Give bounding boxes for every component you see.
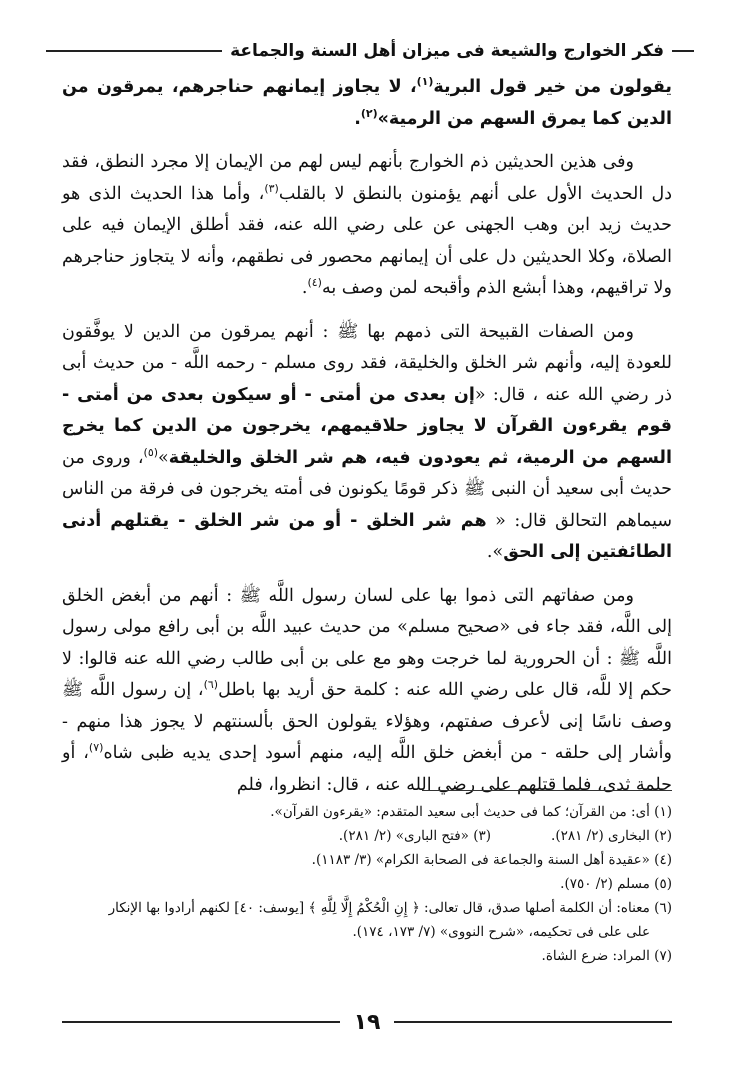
footnote-ref: (٦) (203, 678, 219, 692)
footnote-separator (422, 790, 672, 791)
header-rule-long (46, 50, 222, 52)
page-footer (62, 1008, 672, 1036)
paragraph-1 (62, 72, 672, 135)
text-run: ، وأما هذا الحديث الذى هو حديث زيد ابن وهب الجهنى عن على رضي الله عنه، فقد أطلق الإيمان فيه على الصلاة، وكلا الحديثين دل على أن إيمانهم محصور فى نطقهم، وأنه لا يتجاوز حناجرهم ولا تراقيهم، وهذا أبشع الذم وأقبحه لمن وصف به (62, 183, 672, 298)
footer-rule-left (62, 1021, 340, 1023)
footnote-1: (١) أى: من القرآن؛ كما فى حديث أبى سعيد المتقدم: «يقرءون القرآن». (270, 804, 672, 820)
paragraph-2 (62, 147, 672, 305)
text-run: وفى هذين الحديثين ذم الخوارج بأنهم ليس لهم من الإيمان إلا مجرد النطق، فقد دل الحديث الأول على أنهم يؤمنون بالنطق لا بالقلب (62, 152, 672, 204)
paragraph-3 (62, 317, 672, 569)
footnote-6: (٦) معناه: أن الكلمة أصلها صدق، قال تعالى: ﴿ إِنِ الْحُكْمُ إِلَّا لِلَّهِ ﴾ [يوسف: ٤٠] لكنهم أرادوا بها الإنكار (108, 900, 672, 916)
footnotes (62, 800, 672, 968)
footnote-2: (٢) البخارى (٢/ ٢٨١). (551, 828, 672, 844)
text-run: يقولون من خير قول البرية (433, 77, 672, 97)
text-run: ومن صفاتهم التى ذموا بها على لسان رسول اللَّه ﷺ : أنهم من أبغض الخلق إلى اللَّه، فقد جاء فى «صحيح مسلم» من حديث عبيد اللَّه بن أبى رافع مولى رسول اللَّه ﷺ : أن الحرورية لما خرجت وهو مع على بن أبى طالب رضي الله عنه قالوا: لا حكم إلا للَّه، قال على رضي الله عنه : كلمة حق أريد بها باطل (62, 585, 672, 700)
text-run: ، أو حلمة ثدى، فلما قتلهم على رضي الله عنه ، قال: انظروا، فلم (62, 743, 672, 795)
running-header (46, 36, 694, 66)
footnote-ref: (٧) (88, 741, 104, 755)
text-run: . (354, 108, 361, 129)
paragraph-4 (62, 581, 672, 802)
footnote-ref: (٢) (360, 106, 378, 120)
footnote-ref: (٥) (143, 445, 159, 459)
page-number: ١٩ (353, 1009, 381, 1035)
footnote-ref: (٣) (264, 181, 279, 195)
footnote-6-continued: على على فى تحكيمه، «شرح النووى» (٧/ ١٧٣، ١٧٤). (352, 924, 650, 940)
text-run: . (301, 278, 308, 298)
text-run: » (158, 447, 169, 468)
hadith-quote: إن بعدى من أمتى - أو سيكون بعدى من أمتى - قوم يقرءون القرآن لا يجاوز حلاقيمهم، يخرجون من الدين كما يخرج السهم من الرمية، ثم يعودون فيه، هم شر الخلق والخليقة (62, 384, 672, 468)
footnote-3: (٣) «فتح البارى» (٢/ ٢٨١). (338, 828, 492, 844)
text-run: ، وروى من حديث أبى سعيد أن النبى ﷺ ذكر قومًا يكونون فى أمته يخرجون فى فرقة من الناس سيماهم التحالق قال: « (62, 447, 672, 531)
header-rule-short (672, 50, 694, 52)
header-title: فكر الخوارج والشيعة فى ميزان أهل السنة والجماعة (230, 41, 664, 61)
footnote-5: (٥) مسلم (٢/ ٧٥٠). (560, 876, 672, 892)
main-text (62, 72, 672, 813)
footnote-ref: (٤) (307, 276, 322, 290)
footnote-4: (٤) «عقيدة أهل السنة والجماعة فى الصحابة الكرام» (٣/ ١١٨٣). (311, 852, 672, 868)
text-run: ، إن رسول اللَّه ﷺ وصف ناسًا إنى لأعرف صفتهم، وهؤلاء يقولون الحق بألسنتهم لا يجوز هذا منهم - وأشار إلى حلقه - من أبغض خلق اللَّه إليه، منهم أسود إحدى يديه ظبى شاه (62, 680, 672, 763)
text-run: ، لا يجاوز إيمانهم حناجرهم، يمرقون من الدين كما يمرق السهم من الرمية» (62, 77, 672, 129)
text-run: ومن الصفات القبيحة التى ذمهم بها ﷺ : أنهم يمرقون من الدين لا يوفَّقون للعودة إليه، وأنهم شر الخلق والخليقة، فقد روى مسلم - رحمه اللَّه - من حديث أبى ذر رضي الله عنه ، قال: « (62, 321, 672, 405)
footer-rule-right (394, 1021, 672, 1023)
hadith-quote: هم شر الخلق - أو من شر الخلق - يقتلهم أدنى الطائفتين إلى الحق (62, 510, 672, 562)
footnote-7: (٧) المراد: ضرع الشاة. (541, 948, 672, 964)
text-run: ». (486, 542, 504, 562)
footnote-pair (62, 824, 672, 848)
footnote-ref: (١) (416, 75, 434, 89)
